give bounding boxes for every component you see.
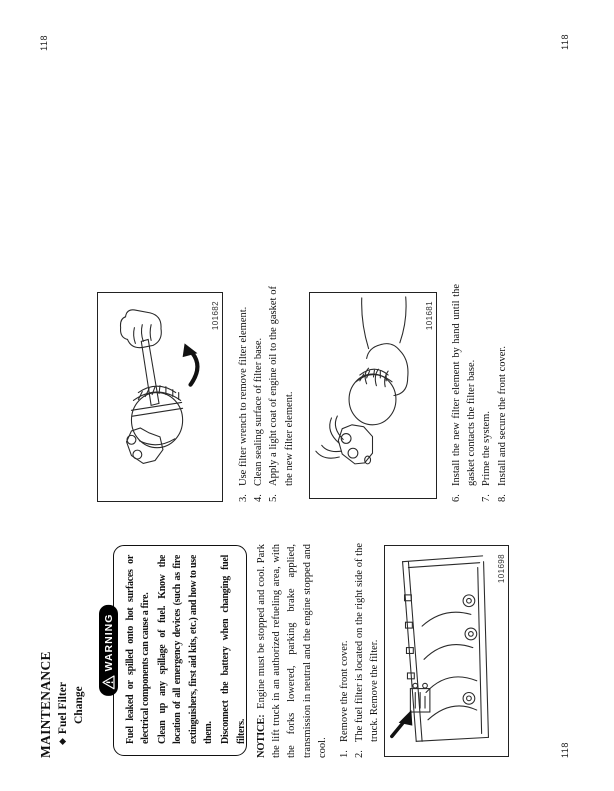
engine-compartment-illustration bbox=[385, 547, 507, 756]
section-title: MAINTENANCE bbox=[38, 651, 53, 758]
notice-text: Engine must be stopped and cool. Park the lift truck in an authorized refueling area, with the forks lowered, parking brake applied, transmission in neutral and the engine stopped and cool. bbox=[256, 544, 328, 758]
subsection-title bbox=[57, 682, 69, 745]
warning-paragraph: Fuel leaked or spilled onto hot surfaces or electrical components can cause a fire. bbox=[125, 555, 152, 744]
step-number: 4. bbox=[253, 494, 265, 502]
step-number: 5. bbox=[268, 494, 280, 502]
step-number: 2. bbox=[354, 750, 366, 758]
notice-paragraph bbox=[254, 544, 330, 758]
warning-triangle-icon bbox=[102, 675, 115, 690]
step-list-left bbox=[337, 543, 383, 758]
warning-paragraph: Clean up any spillage of fuel. Know the location of all emergency devices (such as fire extinguishers, first aid kits, etc.) and how to use them. bbox=[156, 555, 215, 744]
step-item bbox=[479, 284, 494, 502]
step-text: Apply a light coat of engine oil to the gasket of the new filter element. bbox=[268, 286, 295, 486]
step-number: 3. bbox=[238, 494, 249, 502]
step-text: Install the new filter element by hand until the gasket contacts the filter base. bbox=[451, 284, 478, 486]
subsection-label: Fuel Filter bbox=[57, 682, 69, 735]
figure-fuel-filter-location bbox=[384, 545, 509, 757]
rotation-arrow bbox=[183, 343, 198, 384]
step-number: 1. bbox=[339, 750, 350, 758]
figure-label: 101681 bbox=[425, 301, 434, 331]
step-item bbox=[236, 286, 251, 502]
step-list-right bbox=[449, 284, 510, 502]
filter-location-arrow bbox=[392, 710, 412, 736]
page-number-top-right: 118 bbox=[39, 35, 49, 51]
filter-install-illustration bbox=[310, 294, 435, 498]
step-text: Remove the front cover. bbox=[339, 640, 350, 742]
step-item bbox=[495, 284, 510, 502]
step-text: Clean sealing surface of filter base. bbox=[253, 337, 265, 486]
step-text: Use filter wrench to remove filter element. bbox=[238, 306, 249, 486]
page-number-bottom-left: 118 bbox=[560, 742, 570, 758]
step-item bbox=[266, 286, 296, 502]
step-text: Install and secure the front cover. bbox=[496, 346, 508, 486]
step-item bbox=[449, 284, 479, 502]
warning-paragraph: Disconnect the battery when changing fuel filters. bbox=[220, 555, 247, 744]
step-item bbox=[337, 543, 352, 758]
page-number-bottom-right: 118 bbox=[560, 34, 570, 50]
subsubsection-title: Change bbox=[73, 686, 85, 724]
step-text: Prime the system. bbox=[481, 411, 493, 486]
diamond-bullet-icon: ◆ bbox=[57, 738, 67, 745]
warning-box bbox=[102, 545, 247, 756]
step-number: 7. bbox=[481, 494, 493, 502]
step-list-mid bbox=[236, 286, 297, 502]
step-text: The fuel filter is located on the right side of the truck. Remove the filter. bbox=[354, 543, 381, 742]
figure-filter-install bbox=[309, 292, 437, 499]
figure-label: 101698 bbox=[497, 554, 506, 584]
step-number: 6. bbox=[451, 494, 462, 502]
filter-wrench-illustration bbox=[98, 294, 221, 501]
notice-label: NOTICE: bbox=[256, 714, 267, 758]
figure-filter-wrench bbox=[97, 292, 223, 502]
warning-badge-label: WARNING bbox=[102, 613, 115, 672]
warning-badge bbox=[99, 605, 118, 697]
step-number: 8. bbox=[496, 494, 508, 502]
figure-label: 101682 bbox=[211, 301, 220, 331]
step-item bbox=[352, 543, 382, 758]
step-item bbox=[251, 286, 266, 502]
